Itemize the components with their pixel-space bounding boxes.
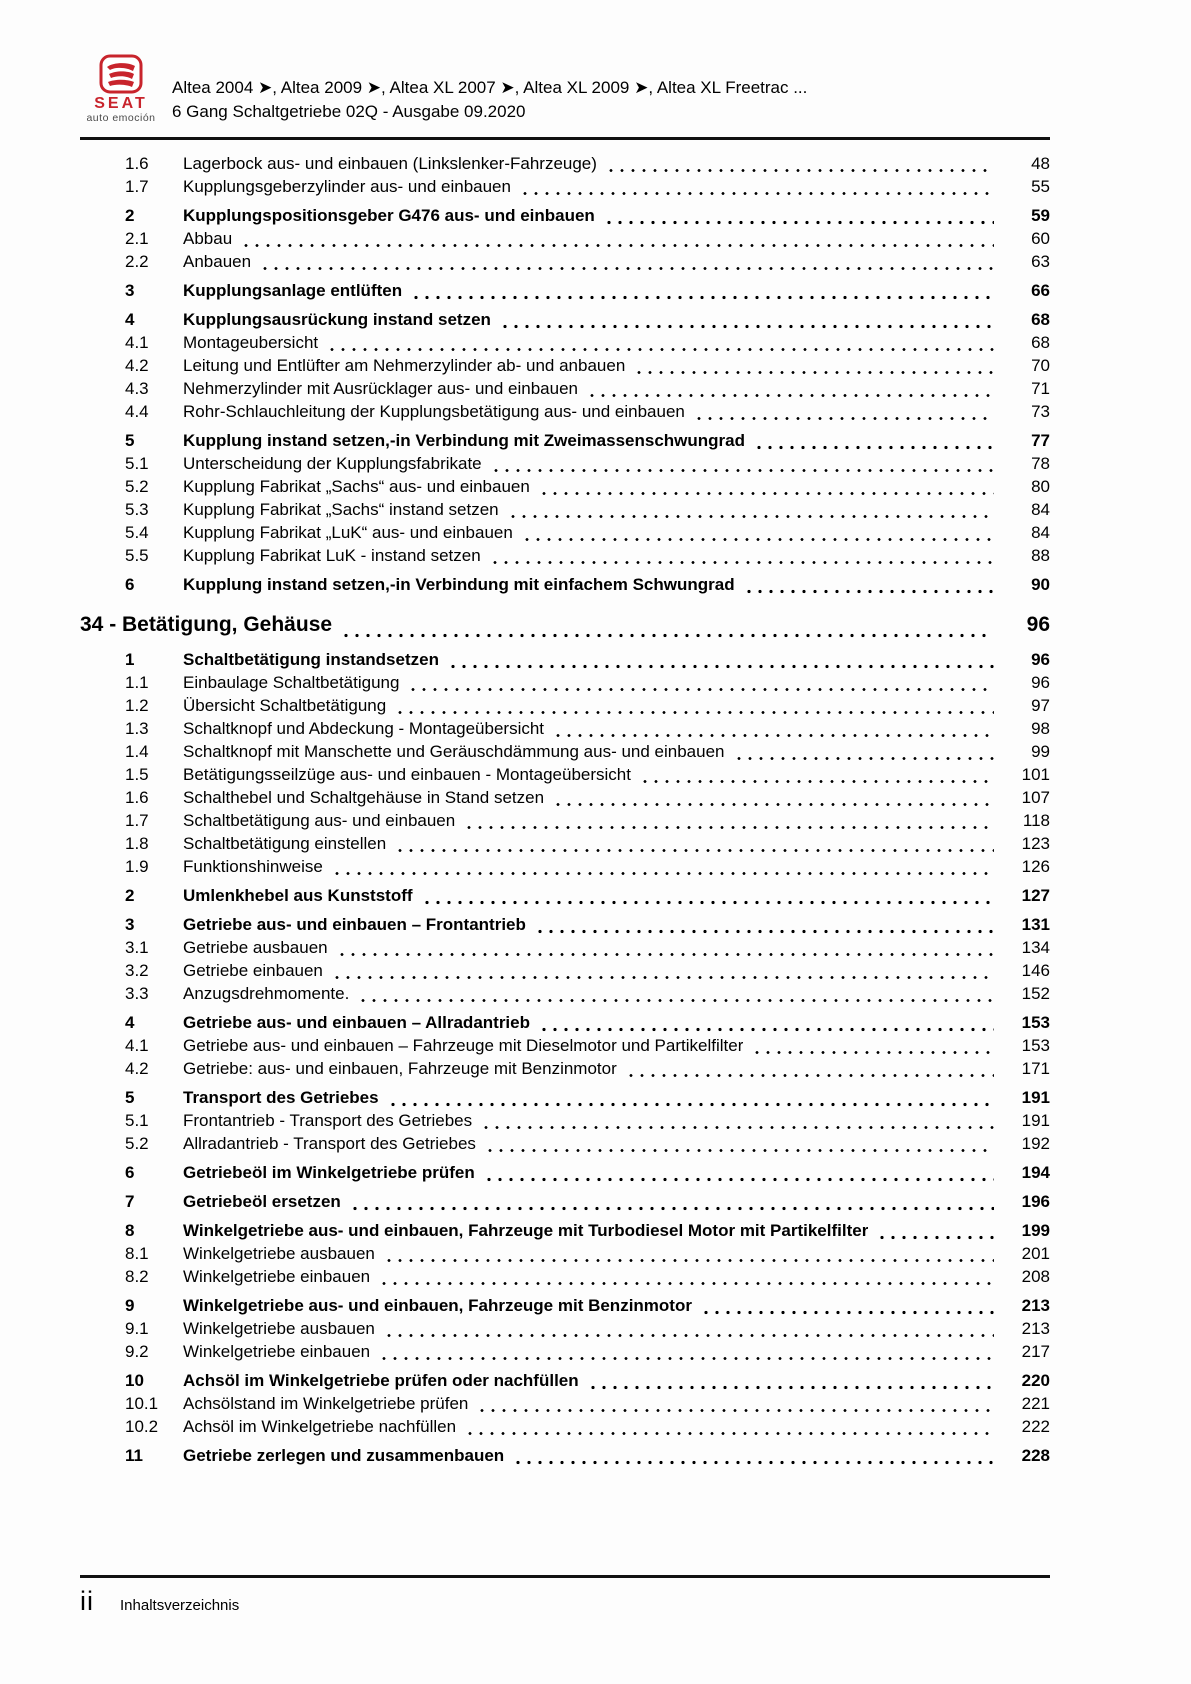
dot-leader (344, 633, 990, 638)
toc-row (80, 696, 1050, 719)
toc-entry-page: 96 (1031, 673, 1050, 692)
toc-entry-number: 4.3 (125, 379, 149, 398)
toc-row (80, 500, 1050, 523)
footer-divider (80, 1575, 1050, 1578)
toc-entry-number: 5.2 (125, 1134, 149, 1153)
dot-leader (335, 871, 994, 876)
toc-entry-page: 171 (1021, 1059, 1050, 1078)
toc-entry-title: Getriebe einbauen (183, 961, 323, 980)
dot-leader (629, 1073, 994, 1078)
toc-row (80, 1163, 1050, 1186)
toc-row (80, 281, 1050, 304)
dot-leader (516, 1460, 994, 1465)
toc-entry-number: 10 (125, 1371, 144, 1390)
toc-entry-number: 1.7 (125, 811, 149, 830)
toc-entry-page: 71 (1031, 379, 1050, 398)
toc-entry-page: 201 (1021, 1244, 1050, 1263)
dot-leader (263, 266, 994, 271)
toc-row (80, 673, 1050, 696)
toc-entry-number: 5.5 (125, 546, 149, 565)
dot-leader (590, 393, 994, 398)
dot-leader (398, 710, 994, 715)
toc-entry-title: Achsöl im Winkelgetriebe prüfen oder nachfüllen (183, 1371, 579, 1390)
seat-logo (82, 54, 160, 125)
models-title: Altea 2004 ➤, Altea 2009 ➤, Altea XL 2007 ➤, Altea XL 2009 ➤, Altea XL Freetrac ... (172, 78, 808, 97)
toc-row (80, 1394, 1050, 1417)
toc-entry-title: Winkelgetriebe ausbauen (183, 1244, 375, 1263)
toc-row (80, 431, 1050, 454)
toc-row (80, 229, 1050, 252)
toc-entry-title: Allradantrieb - Transport des Getriebes (183, 1134, 476, 1153)
toc-entry-page: 66 (1031, 281, 1050, 300)
toc-entry-number: 4.2 (125, 356, 149, 375)
seat-logo-icon (99, 54, 143, 94)
toc-entry-number: 2.2 (125, 252, 149, 271)
toc-entry-number: 1 (125, 650, 135, 669)
toc-entry-page: 222 (1021, 1417, 1050, 1436)
toc-entry-number: 2 (125, 206, 135, 225)
toc-entry-title: Getriebe: aus- und einbauen, Fahrzeuge mit Benzinmotor (183, 1059, 617, 1078)
toc-entry-page: 78 (1031, 454, 1050, 473)
toc-entry-page: 153 (1021, 1013, 1050, 1032)
toc-entry-page: 191 (1021, 1088, 1050, 1107)
toc-entry-number: 5 (125, 1088, 135, 1107)
toc-entry-title: Winkelgetriebe aus- und einbauen, Fahrzeuge mit Benzinmotor (183, 1296, 692, 1315)
toc-row (80, 1342, 1050, 1365)
toc-entry-page: 196 (1021, 1192, 1050, 1211)
toc-entry-page: 213 (1021, 1296, 1050, 1315)
toc-entry-title: Kupplung Fabrikat „LuK“ aus- und einbauen (183, 523, 513, 542)
toc-entry-page: 68 (1031, 333, 1050, 352)
toc-entry-page: 134 (1021, 938, 1050, 957)
toc-entry-number: 5.1 (125, 1111, 149, 1130)
toc-entry-number: 1.9 (125, 857, 149, 876)
toc-entry-title: Betätigungsseilzüge aus- und einbauen - Montageübersicht (183, 765, 631, 784)
dot-leader (340, 952, 994, 957)
dot-leader (556, 733, 994, 738)
toc-entry-number: 6 (125, 1163, 135, 1182)
toc-entry-title: Getriebe zerlegen und zusammenbauen (183, 1446, 505, 1465)
dot-leader (607, 220, 994, 225)
dot-leader (542, 1027, 994, 1032)
toc-entry-title: Schaltbetätigung instandsetzen (183, 650, 439, 669)
dot-leader (451, 664, 994, 669)
toc-entry-title: Kupplung instand setzen,-in Verbindung mit einfachem Schwungrad (183, 575, 735, 594)
page-footer (80, 1588, 239, 1615)
toc-row (80, 1059, 1050, 1082)
dot-leader (480, 1408, 994, 1413)
toc-entry-page: 213 (1021, 1319, 1050, 1338)
dot-leader (382, 1356, 994, 1361)
toc-entry-page: 217 (1021, 1342, 1050, 1361)
toc-entry-title: Achsölstand im Winkelgetriebe prüfen (183, 1394, 469, 1413)
toc-entry-page: 192 (1021, 1134, 1050, 1153)
dot-leader (493, 560, 994, 565)
toc-entry-title: Kupplungsausrückung instand setzen (183, 310, 491, 329)
toc-entry-title: Kupplung Fabrikat „Sachs“ aus- und einbauen (183, 477, 530, 496)
toc-entry-title: Schaltknopf und Abdeckung - Montageübersicht (183, 719, 545, 738)
dot-leader (330, 347, 994, 352)
toc-row (80, 1192, 1050, 1215)
toc-entry-title: Kupplung instand setzen,-in Verbindung mit Zweimassenschwungrad (183, 431, 745, 450)
toc-entry-title: Schaltbetätigung einstellen (183, 834, 387, 853)
dot-leader (511, 514, 994, 519)
toc-entry-number: 1.2 (125, 696, 149, 715)
toc-entry-page: 131 (1021, 915, 1050, 934)
dot-leader (704, 1310, 994, 1315)
toc-list (80, 154, 1050, 1469)
page-header (82, 54, 1050, 125)
toc-entry-page: 97 (1031, 696, 1050, 715)
dot-leader (487, 1177, 994, 1182)
toc-row (80, 938, 1050, 961)
toc-row (80, 857, 1050, 880)
toc-entry-number: 3 (125, 281, 135, 300)
toc-row (80, 650, 1050, 673)
toc-entry-page: 208 (1021, 1267, 1050, 1286)
toc-entry-number: 4 (125, 1013, 135, 1032)
toc-entry-title: Kupplungspositionsgeber G476 aus- und einbauen (183, 206, 595, 225)
toc-entry-page: 84 (1031, 500, 1050, 519)
dot-leader (556, 802, 994, 807)
toc-entry-page: 90 (1031, 575, 1050, 594)
toc-entry-title: Abbau (183, 229, 233, 248)
toc-row (80, 1267, 1050, 1290)
toc-entry-title: Leitung und Entlüfter am Nehmerzylinder ab- und anbauen (183, 356, 626, 375)
toc-entry-page: 221 (1021, 1394, 1050, 1413)
toc-entry-number: 5 (125, 431, 135, 450)
dot-leader (467, 825, 994, 830)
toc-entry-title: Winkelgetriebe aus- und einbauen, Fahrzeuge mit Turbodiesel Motor mit Partikelfilter (183, 1221, 869, 1240)
toc-entry-number: 5.4 (125, 523, 149, 542)
toc-entry-number: 2.1 (125, 229, 149, 248)
toc-entry-page: 84 (1031, 523, 1050, 542)
toc-row (80, 206, 1050, 229)
toc-entry-title: Einbaulage Schaltbetätigung (183, 673, 400, 692)
toc-entry-number: 1.6 (125, 788, 149, 807)
dot-leader (757, 445, 994, 450)
toc-entry-title: Getriebe aus- und einbauen – Frontantrieb (183, 915, 526, 934)
toc-row (80, 402, 1050, 425)
toc-row (80, 523, 1050, 546)
toc-entry-title: Getriebe ausbauen (183, 938, 328, 957)
toc-entry-title: Getriebeöl ersetzen (183, 1192, 341, 1211)
toc-entry-page: 153 (1021, 1036, 1050, 1055)
toc-entry-title: Winkelgetriebe einbauen (183, 1267, 371, 1286)
toc-entry-number: 7 (125, 1192, 135, 1211)
dot-leader (387, 1333, 994, 1338)
toc-entry-page: 60 (1031, 229, 1050, 248)
dot-leader (609, 168, 994, 173)
toc-row (80, 1134, 1050, 1157)
toc-row (80, 1221, 1050, 1244)
toc-entry-number: 1.1 (125, 673, 149, 692)
dot-leader (335, 975, 994, 980)
toc-entry-number: 9.1 (125, 1319, 149, 1338)
toc-row (80, 1319, 1050, 1342)
toc-entry-page: 59 (1031, 206, 1050, 225)
toc-entry-number: 4.4 (125, 402, 149, 421)
toc-entry-title: Anbauen (183, 252, 252, 271)
dot-leader (244, 243, 994, 248)
toc-entry-title: Kupplungsanlage entlüften (183, 281, 403, 300)
dot-leader (361, 998, 994, 1003)
toc-row (80, 1036, 1050, 1059)
toc-entry-number: 5.2 (125, 477, 149, 496)
dot-leader (503, 324, 994, 329)
toc-entry-number: 3.2 (125, 961, 149, 980)
toc-entry-title: Unterscheidung der Kupplungsfabrikate (183, 454, 482, 473)
toc-entry-page: 48 (1031, 154, 1050, 173)
toc-entry-page: 126 (1021, 857, 1050, 876)
dot-leader (468, 1431, 994, 1436)
toc-row (80, 834, 1050, 857)
toc-row (80, 477, 1050, 500)
toc-entry-number: 10.1 (125, 1394, 159, 1413)
toc-entry-title: Getriebe aus- und einbauen – Allradantrieb (183, 1013, 530, 1032)
toc-entry-title: Schalthebel und Schaltgehäuse in Stand setzen (183, 788, 545, 807)
toc-entry-title: Übersicht Schaltbetätigung (183, 696, 387, 715)
toc-entry-number: 1.6 (125, 154, 149, 173)
toc-row (80, 546, 1050, 569)
toc-entry-title: Transport des Getriebes (183, 1088, 379, 1107)
toc-entry-title: Winkelgetriebe einbauen (183, 1342, 371, 1361)
toc-entry-number: 1.4 (125, 742, 149, 761)
toc-entry-title: 34 - Betätigung, Gehäuse (80, 613, 333, 636)
dot-leader (542, 491, 994, 496)
toc-entry-page: 73 (1031, 402, 1050, 421)
toc-row (80, 961, 1050, 984)
toc-entry-number: 3.1 (125, 938, 149, 957)
dot-leader (484, 1125, 994, 1130)
toc-row (80, 1417, 1050, 1440)
toc-row (80, 984, 1050, 1007)
dot-leader (353, 1206, 994, 1211)
dot-leader (643, 779, 994, 784)
toc-entry-title: Anzugsdrehmomente. (183, 984, 350, 1003)
dot-leader (425, 900, 994, 905)
toc-row (80, 1446, 1050, 1469)
toc-entry-title: Rohr-Schlauchleitung der Kupplungsbetätigung aus- und einbauen (183, 402, 685, 421)
toc-entry-title: Getriebeöl im Winkelgetriebe prüfen (183, 1163, 475, 1182)
dot-leader (387, 1258, 994, 1263)
toc-row (80, 613, 1050, 643)
toc-row (80, 252, 1050, 275)
toc-entry-number: 4.1 (125, 333, 149, 352)
toc-row (80, 575, 1050, 598)
toc-row (80, 454, 1050, 477)
dot-leader (880, 1235, 994, 1240)
toc-entry-number: 4.2 (125, 1059, 149, 1078)
toc-entry-number: 3.3 (125, 984, 149, 1003)
toc-entry-title: Schaltbetätigung aus- und einbauen (183, 811, 456, 830)
dot-leader (414, 295, 994, 300)
toc-entry-number: 6 (125, 575, 135, 594)
dot-leader (755, 1050, 994, 1055)
toc-entry-title: Frontantrieb - Transport des Getriebes (183, 1111, 473, 1130)
toc-entry-title: Funktionshinweise (183, 857, 323, 876)
toc-entry-number: 1.8 (125, 834, 149, 853)
dot-leader (697, 416, 994, 421)
footer-page-number: ii (80, 1586, 94, 1616)
toc-entry-page: 118 (1022, 811, 1050, 830)
toc-entry-page: 88 (1031, 546, 1050, 565)
document-title: 6 Gang Schaltgetriebe 02Q - Ausgabe 09.2020 (172, 102, 526, 121)
toc-row (80, 154, 1050, 177)
toc-entry-title: Kupplung Fabrikat „Sachs“ instand setzen (183, 500, 499, 519)
seat-tagline: auto emoción (86, 112, 156, 124)
toc-entry-page: 107 (1021, 788, 1050, 807)
toc-entry-title: Winkelgetriebe ausbauen (183, 1319, 375, 1338)
toc-entry-page: 228 (1021, 1446, 1050, 1465)
dot-leader (391, 1102, 994, 1107)
dot-leader (525, 537, 994, 542)
toc-row (80, 333, 1050, 356)
toc-entry-page: 127 (1021, 886, 1050, 905)
toc-row (80, 379, 1050, 402)
toc-entry-page: 77 (1031, 431, 1050, 450)
toc-row (80, 177, 1050, 200)
toc-entry-title: Nehmerzylinder mit Ausrücklager aus- und einbauen (183, 379, 578, 398)
toc-entry-number: 9 (125, 1296, 135, 1315)
toc-entry-number: 8 (125, 1221, 135, 1240)
toc-entry-page: 152 (1021, 984, 1050, 1003)
toc-entry-page: 96 (1026, 613, 1050, 636)
toc-row (80, 1371, 1050, 1394)
toc-entry-title: Getriebe aus- und einbauen – Fahrzeuge mit Dieselmotor und Partikelfilter (183, 1036, 744, 1055)
toc-entry-page: 55 (1031, 177, 1050, 196)
dot-leader (523, 191, 994, 196)
toc-row (80, 742, 1050, 765)
toc-row (80, 1088, 1050, 1111)
toc-entry-title: Schaltknopf mit Manschette und Geräuschdämmung aus- und einbauen (183, 742, 725, 761)
toc-entry-title: Kupplungsgeberzylinder aus- und einbauen (183, 177, 511, 196)
toc-row (80, 719, 1050, 742)
toc-row (80, 886, 1050, 909)
dot-leader (398, 848, 994, 853)
toc-entry-number: 3 (125, 915, 135, 934)
toc-row (80, 915, 1050, 938)
toc-entry-number: 2 (125, 886, 135, 905)
toc-entry-page: 98 (1031, 719, 1050, 738)
toc-entry-number: 4 (125, 310, 135, 329)
toc-entry-title: Montageubersicht (183, 333, 319, 352)
dot-leader (411, 687, 994, 692)
dot-leader (591, 1385, 994, 1390)
toc-row (80, 1013, 1050, 1036)
dot-leader (382, 1281, 994, 1286)
toc-entry-number: 8.1 (125, 1244, 149, 1263)
toc-entry-number: 8.2 (125, 1267, 149, 1286)
toc-entry-page: 80 (1031, 477, 1050, 496)
dot-leader (747, 589, 994, 594)
toc-entry-number: 1.7 (125, 177, 149, 196)
toc-row (80, 1111, 1050, 1134)
toc-entry-number: 4.1 (125, 1036, 149, 1055)
toc-entry-title: Lagerbock aus- und einbauen (Linkslenker-Fahrzeuge) (183, 154, 597, 173)
footer-label: Inhaltsverzeichnis (120, 1597, 240, 1614)
dot-leader (637, 370, 994, 375)
toc-entry-page: 199 (1021, 1221, 1050, 1240)
dot-leader (494, 468, 994, 473)
toc-entry-page: 68 (1031, 310, 1050, 329)
toc-entry-page: 191 (1021, 1111, 1050, 1130)
dot-leader (737, 756, 995, 761)
toc-entry-page: 96 (1031, 650, 1050, 669)
toc-row (80, 811, 1050, 834)
toc-entry-page: 146 (1021, 961, 1050, 980)
toc-entry-page: 63 (1031, 252, 1050, 271)
header-divider (80, 137, 1050, 140)
toc-entry-number: 1.3 (125, 719, 149, 738)
toc-row (80, 1296, 1050, 1319)
header-titles (172, 54, 807, 124)
toc-entry-page: 70 (1031, 356, 1050, 375)
toc-row (80, 356, 1050, 379)
toc-row (80, 1244, 1050, 1267)
toc-entry-page: 220 (1021, 1371, 1050, 1390)
seat-brand-text: SEAT (94, 95, 148, 112)
dot-leader (488, 1148, 994, 1153)
toc-entry-number: 1.5 (125, 765, 149, 784)
toc-entry-number: 5.3 (125, 500, 149, 519)
toc-entry-number: 5.1 (125, 454, 149, 473)
toc-entry-page: 123 (1021, 834, 1050, 853)
toc-row (80, 310, 1050, 333)
toc-entry-page: 99 (1031, 742, 1050, 761)
toc-entry-title: Kupplung Fabrikat LuK - instand setzen (183, 546, 481, 565)
dot-leader (538, 929, 994, 934)
toc-row (80, 765, 1050, 788)
toc-entry-number: 10.2 (125, 1417, 159, 1436)
toc-entry-title: Umlenkhebel aus Kunststoff (183, 886, 413, 905)
toc-entry-page: 101 (1021, 765, 1050, 784)
toc-entry-title: Achsöl im Winkelgetriebe nachfüllen (183, 1417, 457, 1436)
toc-entry-page: 194 (1021, 1163, 1050, 1182)
toc-row (80, 788, 1050, 811)
toc-entry-number: 9.2 (125, 1342, 149, 1361)
toc-entry-number: 11 (125, 1446, 143, 1465)
